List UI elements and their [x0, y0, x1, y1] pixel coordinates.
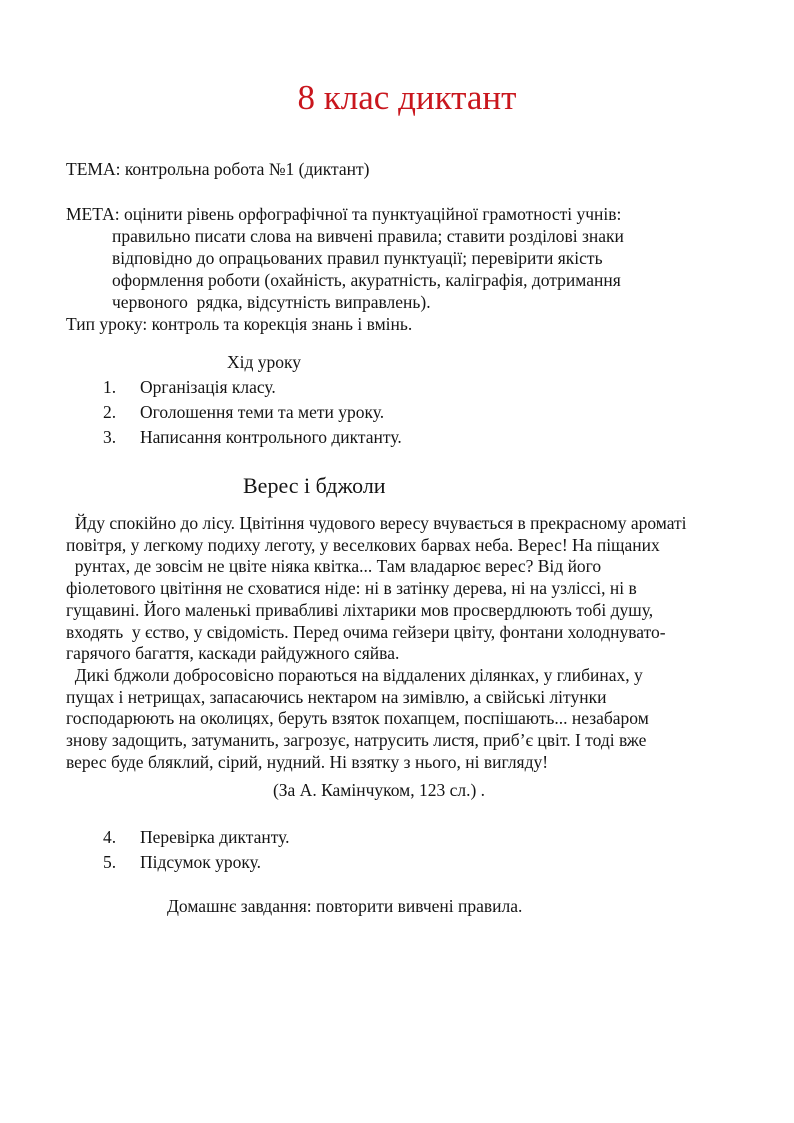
plan-heading: Хід уроку: [227, 352, 302, 372]
dictation-line: знову задощить, затуманить, загрозує, натрусить листя, приб’є цвіт. І тоді вже: [66, 730, 647, 751]
plan-item: [103, 850, 748, 875]
plan-list: [66, 375, 748, 450]
meta-line: правильно писати слова на вивчені правила; ставити розділові знаки: [112, 226, 624, 246]
dictation-line: верес буде бляклий, сірий, нудний. Ні взятку з нього, ні вигляду!: [66, 751, 549, 772]
plan-item: [103, 400, 748, 425]
tema-line: ТЕМА: контрольна робота №1 (диктант): [66, 159, 370, 179]
plan-item: [103, 825, 748, 850]
meta-line: відповідно до опрацьованих правил пунктуації; перевірити якість: [112, 248, 603, 268]
homework-line: Домашнє завдання: повторити вивчені правила.: [167, 896, 523, 917]
item-number: 5.: [103, 852, 117, 873]
dictation-paragraph-2: [66, 665, 748, 774]
item-text: Підсумок уроку.: [140, 852, 262, 873]
dictation-line: пущах і нетрищах, запасаючись нектаром на зимівлю, а свійські літунки: [66, 686, 607, 707]
meta-line: МЕТА: оцінити рівень орфографічної та пунктуаційної грамотності учнів:: [66, 204, 622, 224]
item-text: Оголошення теми та мети уроку.: [140, 402, 385, 422]
item-number: 3.: [103, 427, 117, 447]
dictation-heading: Верес і бджоли: [243, 473, 386, 498]
dictation-line: фіолетового цвітіння не сховатися ніде: ні в затінку дерева, ні на узліссі, ні в: [66, 578, 637, 599]
item-text: Перевірка диктанту.: [140, 827, 290, 848]
item-text: Написання контрольного диктанту.: [140, 427, 402, 447]
item-number: 2.: [103, 402, 117, 422]
meta-line: оформлення роботи (охайність, акуратність, каліграфія, дотримання: [112, 270, 621, 290]
dictation-paragraph-1: [66, 513, 748, 665]
plan-item: [103, 375, 748, 400]
item-text: Організація класу.: [140, 377, 276, 397]
dictation-line: рунтах, де зовсім не цвіте ніяка квітка... Там владарює верес? Від його: [66, 556, 602, 577]
dictation-line: гарячого багаття, каскади райдужного сяйва.: [66, 643, 400, 664]
attribution-line: (За А. Камінчуком, 123 сл.) .: [272, 780, 486, 801]
document-title: 8 клас диктант: [297, 78, 517, 117]
dictation-line: Дикі бджоли добросовісно пораються на віддалених ділянках, у глибинах, у: [66, 664, 643, 685]
lesson-type-line: Тип уроку: контроль та корекція знань і вмінь.: [66, 314, 413, 334]
meta-block: [66, 203, 748, 335]
item-number: 1.: [103, 377, 117, 397]
meta-line: червоного рядка, відсутність виправлень).: [112, 292, 431, 312]
dictation-line: Йду спокійно до лісу. Цвітіння чудового вересу вчувається в прекрасному ароматі: [66, 513, 687, 533]
dictation-line: повітря, у легкому подиху леготу, у веселкових барвах неба. Верес! На піщаних: [66, 534, 660, 555]
dictation-line: господарюють на околицях, беруть взяток похапцем, поспішають... незабаром: [66, 708, 649, 729]
item-number: 4.: [103, 827, 117, 848]
plan-item: [103, 425, 748, 450]
plan-list-after: [66, 825, 748, 875]
dictation-line: гущавині. Його маленькі привабливі ліхтарики мов просвердлюють тобі душу,: [66, 599, 654, 620]
dictation-line: входять у єство, у свідомість. Перед очима гейзери цвіту, фонтани холоднувато-: [66, 621, 666, 642]
